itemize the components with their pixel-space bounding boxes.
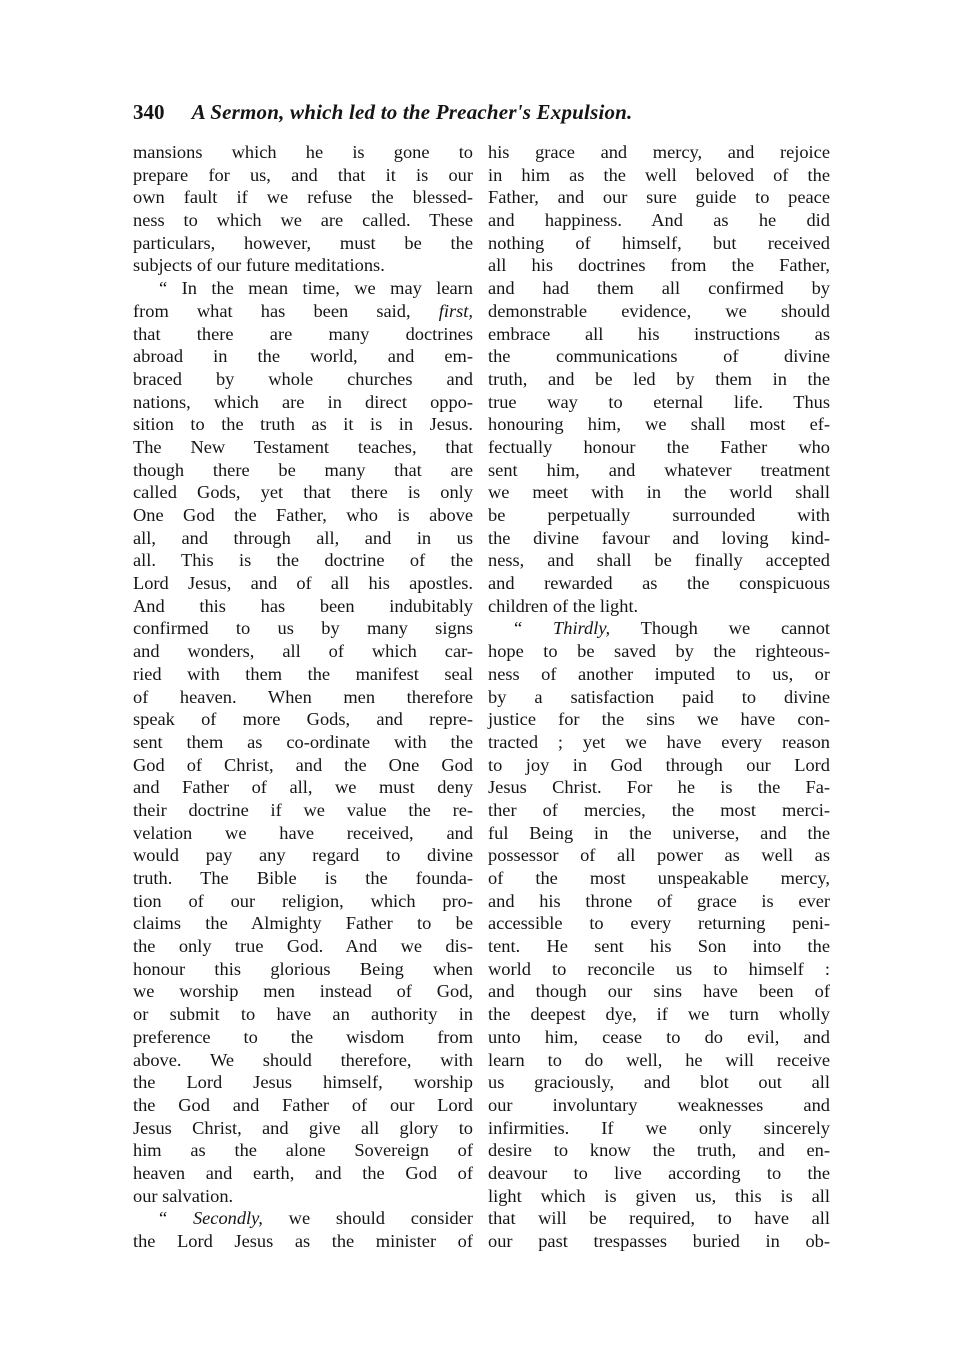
text-line: demonstrable evidence, we should [488,300,830,321]
text-line: And this has been indubitably [133,595,473,616]
text-line: speak of more Gods, and repre- [133,709,473,730]
text-line: of heaven. When men therefore [133,686,473,707]
text-line: ther of mercies, the most merci- [488,799,830,820]
text-line: One God the Father, who is above [133,505,473,525]
text-line: subjects of our future meditations. [133,255,385,276]
text-line: preference to the wisdom from [133,1026,473,1047]
text-line: and his throne of grace is ever [488,890,830,911]
text-line: and wonders, all of which car- [133,641,473,662]
text-line: ful Being in the universe, and the [488,822,830,843]
text-line: particulars, however, must be the [133,232,473,253]
text-line: and rewarded as the conspicuous [488,573,830,594]
text-line: we meet with in the world shall [488,482,830,503]
text-line: nothing of himself, but received [488,232,830,253]
text-line: and happiness. And as he did [488,210,830,231]
text-line: him as the alone Sovereign of [133,1140,473,1161]
right-text-column [488,141,830,1253]
text-line: or submit to have an authority in [133,1004,473,1025]
text-segment: Though we cannot [610,618,831,639]
text-segment: from what has been said, [133,300,439,321]
text-line: Jesus Christ, and give all glory to [133,1117,473,1138]
text-line: all. This is the doctrine of the [133,550,473,571]
text-line: ness, and shall be finally accepted [488,550,830,571]
text-line: children of the light. [488,595,639,616]
text-line: though there be many that are [133,459,473,480]
text-line: our salvation. [133,1185,234,1206]
text-line: abroad in the world, and em- [133,346,473,367]
text-line: above. We should therefore, with [133,1049,473,1070]
italic-emphasis: Secondly, [192,1208,263,1229]
text-line: heaven and earth, and the God of [133,1162,473,1183]
text-line: honour this glorious Being when [133,958,473,979]
text-line: claims the Almighty Father to be [133,913,473,934]
text-line: we worship men instead of God, [133,981,473,1002]
text-line: us graciously, and blot out all [488,1072,830,1093]
text-line: desire to know the truth, and en- [488,1140,830,1161]
running-header [133,100,833,124]
text-line: nations, which are in direct oppo- [133,391,473,412]
text-line: Jesus Christ. For he is the Fa- [488,777,830,798]
text-line: his grace and mercy, and rejoice [488,142,830,162]
text-line: fectually honour the Father who [488,436,830,457]
left-text-column [133,141,473,1253]
text-line: the communications of divine [488,346,830,367]
text-line: the deepest dye, if we turn wholly [488,1004,830,1025]
text-segment: “ [514,618,554,639]
text-line: in him as the well beloved of the [488,164,830,185]
text-line: by a satisfaction paid to divine [488,686,830,707]
text-line: light which is given us, this is all [488,1185,830,1206]
text-line: tion of our religion, which pro- [133,890,473,911]
text-line: infirmities. If we only sincerely [488,1117,830,1138]
text-line: honouring him, we shall most ef- [488,414,830,435]
text-line: ried with them the manifest seal [133,663,473,684]
text-line: the Lord Jesus as the minister of [133,1231,473,1251]
text-line: true way to eternal life. Thus [488,391,830,412]
text-line: their doctrine if we value the re- [133,799,473,820]
running-title: A Sermon, which led to the Preacher's Expulsion. [191,100,633,124]
text-line: world to reconcile us to himself : [488,958,830,979]
text-line: learn to do well, he will receive [488,1049,830,1070]
text-line: be perpetually surrounded with [488,505,830,525]
text-line: God of Christ, and the One God [133,754,473,775]
text-line: our involuntary weaknesses and [488,1094,830,1115]
text-line: the Lord Jesus himself, worship [133,1072,473,1093]
text-line: truth, and be led by them in the [488,368,830,389]
text-line: justice for the sins we have con- [488,709,830,730]
italic-emphasis: first, [438,300,473,321]
text-line: own fault if we refuse the blessed- [133,187,473,208]
text-line: accessible to every returning peni- [488,913,830,934]
text-line: braced by whole churches and [133,368,473,389]
text-line: embrace all his instructions as [488,323,830,344]
text-line: of the most unspeakable mercy, [488,868,830,888]
text-line: the divine favour and loving kind- [488,527,830,548]
text-segment: we should consider [262,1208,473,1229]
text-line: sition to the truth as it is in Jesus. [133,414,473,435]
text-line [133,1207,473,1230]
text-line: the God and Father of our Lord [133,1094,473,1115]
text-line: possessor of all power as well as [488,845,830,866]
text-line: sent them as co-ordinate with the [133,731,473,752]
text-line: ness to which we are called. These [133,210,473,231]
text-segment: “ [159,1208,193,1229]
text-line: our past trespasses buried in ob- [488,1231,830,1251]
text-line: tent. He sent his Son into the [488,936,830,957]
text-line [488,617,830,640]
italic-emphasis: Thirdly, [553,618,611,639]
text-line: would pay any regard to divine [133,845,473,866]
text-line: and Father of all, we must deny [133,777,473,798]
text-line: unto him, cease to do evil, and [488,1026,830,1047]
text-line: and had them all confirmed by [488,278,830,299]
text-line: Lord Jesus, and of all his apostles. [133,573,473,594]
text-line: The New Testament teaches, that [133,436,473,457]
text-line: mansions which he is gone to [133,142,473,162]
text-line [133,300,473,323]
text-line: ness of another imputed to us, or [488,663,830,684]
text-line: all, and through all, and in us [133,527,473,548]
text-line: that there are many doctrines [133,323,473,344]
text-line: to joy in God through our Lord [488,754,830,775]
text-line: Father, and our sure guide to peace [488,187,830,208]
text-line: prepare for us, and that it is our [133,164,473,185]
text-line: deavour to live according to the [488,1162,830,1183]
text-line: sent him, and whatever treatment [488,459,830,480]
text-line: velation we have received, and [133,822,473,843]
page-number: 340 [133,100,165,124]
text-line: all his doctrines from the Father, [488,255,830,276]
text-line: tracted ; yet we have every reason [488,731,830,752]
text-line: that will be required, to have all [488,1208,830,1229]
text-line: confirmed to us by many signs [133,618,473,639]
text-line: truth. The Bible is the founda- [133,868,473,888]
text-line: and though our sins have been of [488,981,830,1002]
text-line: hope to be saved by the righteous- [488,641,830,662]
text-line: the only true God. And we dis- [133,936,473,957]
text-line: “ In the mean time, we may learn [159,278,473,299]
text-line: called Gods, yet that there is only [133,482,473,503]
